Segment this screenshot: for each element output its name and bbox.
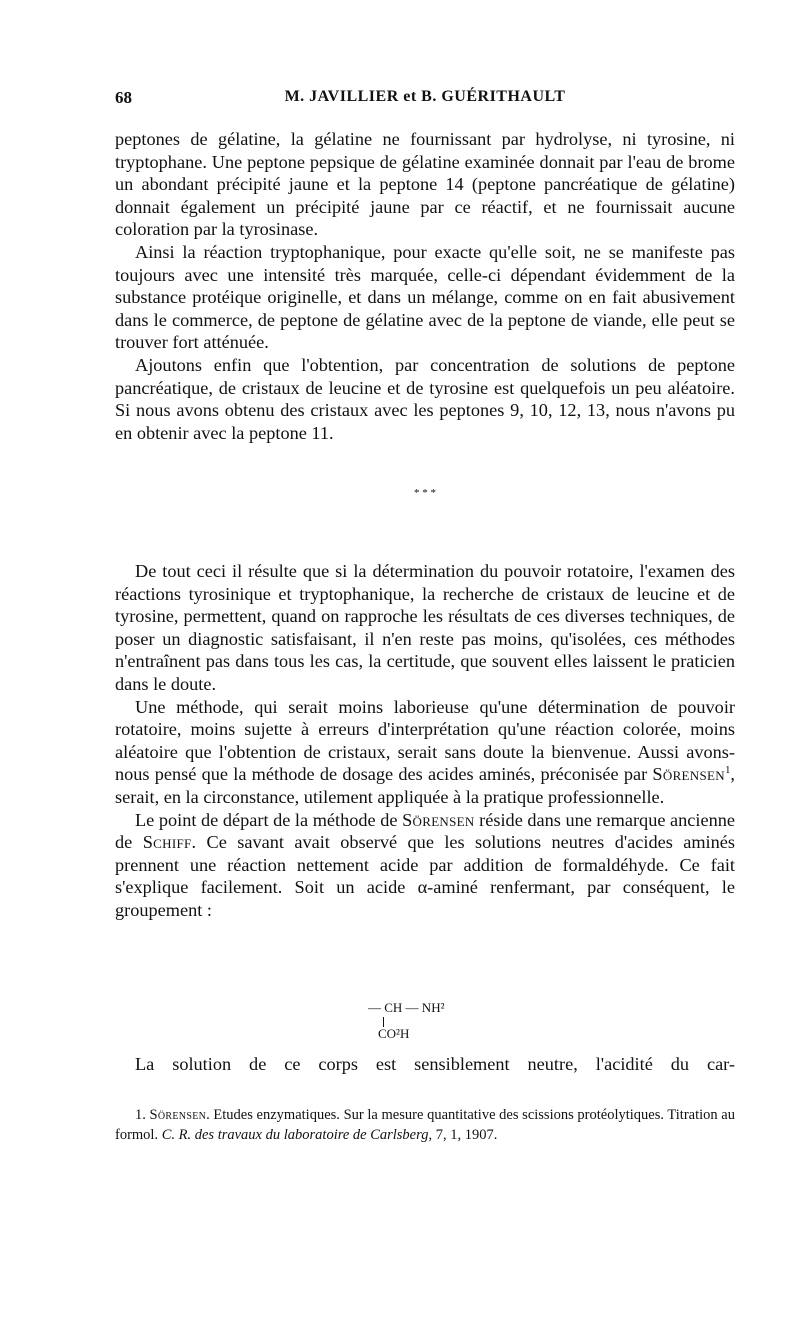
footnote-body: , 7, 1, 1907. [428, 1127, 498, 1143]
paragraph-text: Une méthode, qui serait moins laborieuse qu'une détermination de pouvoir rotatoire, moins sujette à erreurs d'interprétation qu'une réaction colorée, moins aléatoire que l'obtention de cristaux, serait sans doute la bienvenue. Aussi avons-nous pensé que la méthode de dosage des acides aminés, préconisée par [115, 696, 735, 785]
author-name: Schiff [142, 832, 192, 853]
formula-bottom: CO²H [378, 1026, 410, 1041]
page-number: 68 [115, 88, 132, 107]
footnote-journal: C. R. des travaux du laboratoire de Carlsberg [161, 1127, 429, 1143]
paragraph: peptones de gélatine, la gélatine ne fournissant par hydrolyse, ni tyrosine, ni tryptophane. Une peptone pepsique de gélatine examinée donnait par l'eau de brome un abondant précipité jaune et la peptone 14 (peptone pancréatique de gélatine) donnait également un précipité jaune par ce réactif, et ne fournissait aucune coloration par la tyrosinase. [115, 129, 735, 240]
paragraph [115, 809, 735, 922]
chemical-formula [368, 1000, 488, 1046]
paragraph: Ajoutons enfin que l'obtention, par concentration de solutions de peptone pancréatique, de cristaux de leucine et de tyrosine est quelquefois un peu aléatoire. Si nous avons obtenu des cristaux avec les peptones 9, 10, 12, 13, nous n'avons pu en obtenir avec la peptone 11. [115, 354, 735, 443]
paragraph-text: réside dans une remarque ancienne de [115, 809, 735, 853]
running-head: M. JAVILLIER et B. GUÉRITHAULT [284, 88, 566, 105]
footnote-number: 1. [135, 1107, 146, 1123]
paragraph [115, 696, 735, 809]
footnote [115, 1105, 735, 1145]
footnote-marker[interactable]: 1 [724, 764, 731, 777]
formula-top: — CH — NH² [368, 1000, 445, 1015]
paragraph: De tout ceci il résulte que si la détermination du pouvoir rotatoire, l'examen des réactions tyrosinique et tryptophanique, la recherche de cristaux de leucine et de tyrosine, permettent, quand on rapproche les résultats de ces diverses techniques, de poser un diagnostic satisfaisant, il n'en reste pas moins, qu'isolées, ces méthodes n'entraînent pas dans tous les cas, la certitude, que souvent elles laissent le praticien dans le doute. [115, 561, 735, 694]
paragraph-text: , serait, en la circonstance, utilement appliquée à la pratique professionnelle. [115, 764, 735, 807]
page-header [115, 88, 735, 110]
footnote-author: Sörensen [149, 1107, 207, 1123]
body-bottom [115, 560, 735, 922]
paragraph-text: Le point de départ de la méthode de [135, 809, 398, 830]
asterism: * * * [414, 487, 436, 499]
section-asterism [405, 488, 445, 498]
footnote-text [115, 1105, 735, 1145]
body-top [115, 128, 735, 444]
author-name: Sörensen [652, 764, 725, 785]
footnote-body: . Etudes enzymatiques. Sur la mesure quantitative des scissions protéolytiques. Titration au formol. [115, 1107, 735, 1143]
paragraph: Ainsi la réaction tryptophanique, pour exacte qu'elle soit, ne se manifeste pas toujours avec une intensité très marquée, celle-ci dépendant évidemment de la substance protéique originelle, et dans un mélange, comme on en fait abusivement dans le commerce, de peptone de gélatine avec de la peptone de viande, elle peut se trouver fort atténuée. [115, 241, 735, 353]
paragraph-text: . Ce savant avait observé que les solutions neutres d'acides aminés prennent une réaction nettement acide par addition de formaldéhyde. Ce fait s'explique facilement. Soit un acide α-aminé renfermant, par conséquent, le groupement : [115, 832, 736, 920]
paragraph: La solution de ce corps est sensiblement neutre, l'acidité du car- [135, 1054, 735, 1074]
author-name: Sörensen [402, 809, 475, 830]
